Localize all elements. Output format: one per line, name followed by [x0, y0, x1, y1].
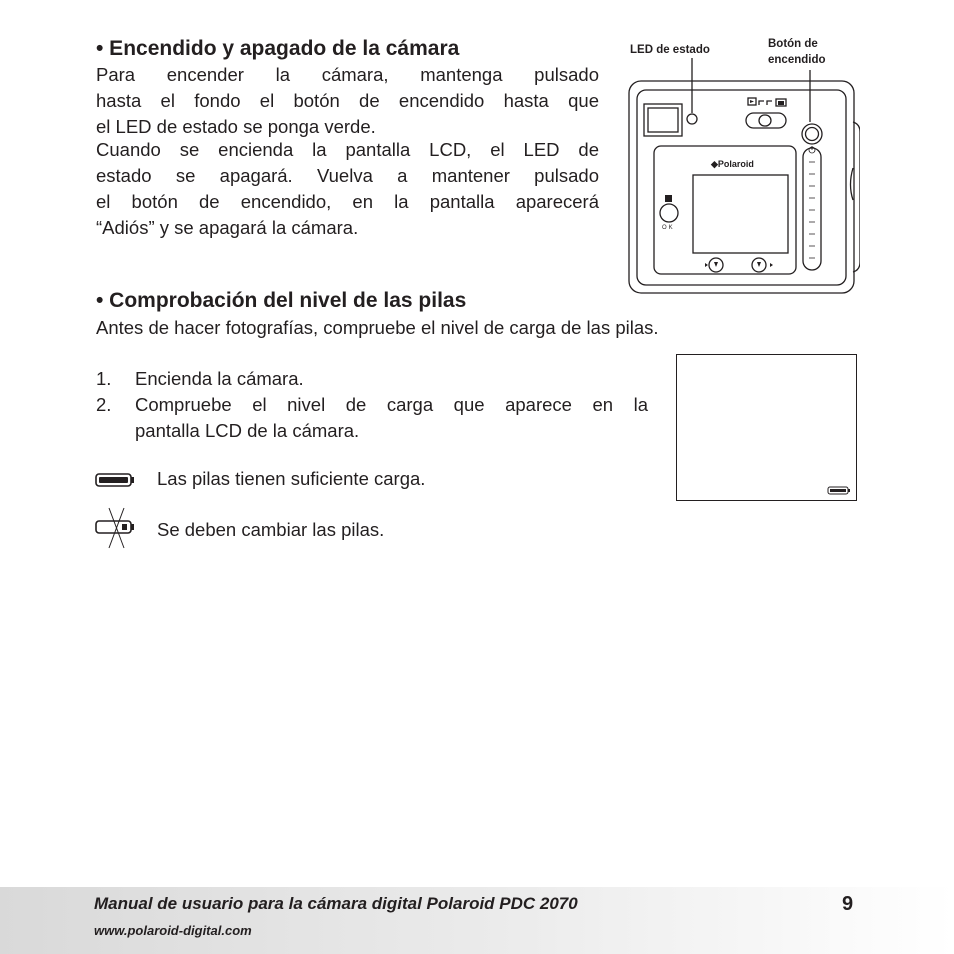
- step-number: 2.: [96, 394, 112, 415]
- camera-back-diagram: [620, 55, 860, 300]
- power-paragraph-2: [96, 137, 599, 241]
- battery-empty-icon: [94, 506, 138, 550]
- nav-down-arrow: [714, 262, 718, 267]
- menu-button: [665, 195, 672, 202]
- viewfinder-window: [644, 104, 682, 136]
- mode-selector-mark: [759, 101, 772, 105]
- label-line: Botón de: [768, 38, 818, 50]
- nav-down-arrow-2: [757, 262, 761, 267]
- label-line: encendido: [768, 54, 826, 66]
- step-number: 1.: [96, 368, 112, 389]
- play-triangle: [750, 100, 754, 103]
- step-text: [135, 392, 648, 444]
- text-line: el botón de encendido, en la pantalla aparecerá: [96, 191, 599, 212]
- side-button-strip: [803, 148, 821, 270]
- nav-left-arrow: [705, 263, 708, 267]
- nav-right-arrow: [770, 263, 773, 267]
- text-line: “Adiós” y se apagará la cámara.: [96, 217, 359, 238]
- text-line: hasta el fondo el botón de encendido hasta que: [96, 90, 599, 111]
- battery-empty-text: Se deben cambiar las pilas.: [157, 519, 385, 540]
- text-line: pantalla LCD de la cámara.: [135, 420, 360, 441]
- text-line: Cuando se encienda la pantalla LCD, el LED de: [96, 139, 599, 160]
- camera-body: [629, 81, 854, 293]
- power-paragraph-1: [96, 62, 599, 140]
- strip-mark: [809, 162, 815, 258]
- battery-full-text: Las pilas tienen suficiente carga.: [157, 468, 426, 489]
- lcd-screen: [693, 175, 788, 253]
- text-line: Compruebe el nivel de carga que aparece en la: [135, 394, 648, 415]
- text-line: Encienda la cámara.: [135, 368, 304, 389]
- page-number: 9: [842, 893, 854, 915]
- led-status-label: LED de estado: [630, 44, 710, 56]
- text-line: el LED de estado se ponga verde.: [96, 116, 376, 137]
- camera-inner-panel: [637, 90, 846, 285]
- footer-title: Manual de usuario para la cámara digital Polaroid PDC 2070: [94, 894, 578, 913]
- text-line: Para encender la cámara, mantenga pulsado: [96, 64, 599, 85]
- polaroid-brand-label: ◆Polaroid: [711, 159, 754, 169]
- status-led: [687, 114, 697, 124]
- ok-label: OK: [662, 225, 675, 231]
- text-line: estado se apagará. Vuelva a mantener pulsado: [96, 165, 599, 186]
- lcd-battery-icon: [827, 486, 851, 495]
- footer-url: www.polaroid-digital.com: [94, 923, 252, 938]
- camera-side-strap: [851, 168, 854, 200]
- section-heading-battery: • Comprobación del nivel de las pilas: [96, 289, 467, 312]
- ok-button: [660, 204, 678, 222]
- lcd-screen-illustration: [676, 354, 857, 501]
- section-heading-power: • Encendido y apagado de la cámara: [96, 37, 460, 60]
- step-text: [135, 366, 648, 392]
- battery-intro: Antes de hacer fotografías, compruebe el nivel de carga de las pilas.: [96, 317, 659, 338]
- battery-full-icon: [94, 471, 136, 489]
